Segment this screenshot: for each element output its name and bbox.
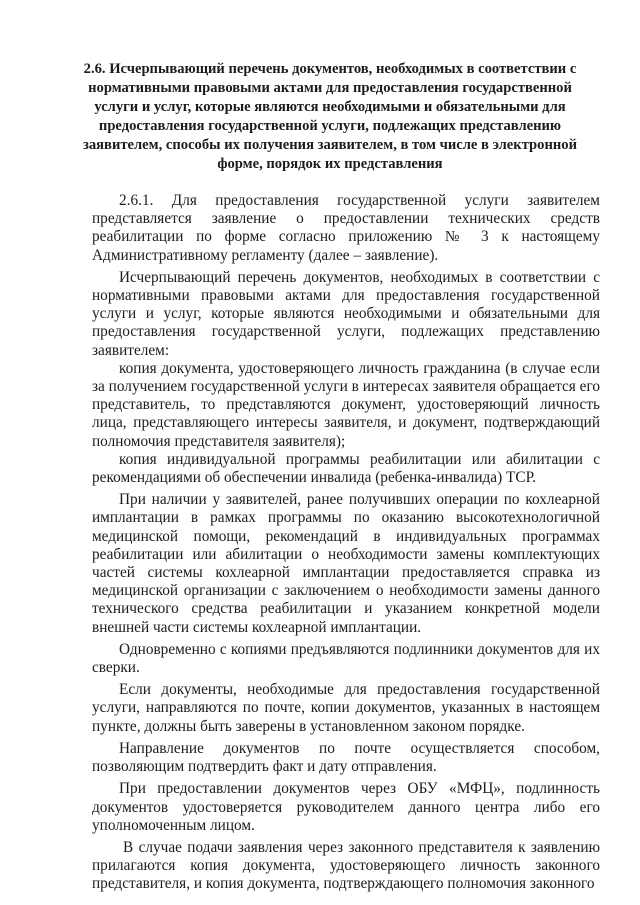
paragraph-2-6-1: 2.6.1. Для предоставления государственной услуги заявителем представляется заявление о предоставлении технических средств реабилитации по форме согласно приложению № 3 к настоящему Административному регламенту (далее – заявление). xyxy=(92,192,600,264)
paragraph-mail-direction: Направление документов по почте осуществляется способом, позволяющим подтвердить факт и дату отправления. xyxy=(92,739,600,776)
paragraph-rehabilitation-program: копия индивидуальной программы реабилитации или абилитации с рекомендациями об обеспечении инвалида (ребенка-инвалида) ТСР. xyxy=(92,450,600,487)
document-body xyxy=(92,192,600,898)
paragraph-legal-representative: В случае подачи заявления через законного представителя к заявлению прилагаются копия документа, удостоверяющего личность законного представителя, и копия документа, подтверждающего полномочия законного xyxy=(92,838,600,893)
paragraph-identity-document: копия документа, удостоверяющего личность гражданина (в случае если за получением государственной услуги в интересах заявителя обращается его представитель, то представляются документ, удостоверяющий личность лица, представляющего интересы заявителя, и документ, подтверждающий полномочия представителя заявителя); xyxy=(92,359,600,450)
section-heading: 2.6. Исчерпывающий перечень документов, необходимых в соответствии с нормативными правовыми актами для предоставления государственной услуги и услуг, которые являются необходимыми и обязательными для предоставления государственной услуги, подлежащих представлению заявителем, способы их получения заявителем, в том числе в электронной форме, порядок их представления xyxy=(83,61,577,172)
paragraph-originals: Одновременно с копиями предъявляются подлинники документов для их сверки. xyxy=(92,640,600,677)
paragraph-document-list-intro: Исчерпывающий перечень документов, необходимых в соответствии с нормативными правовыми актами для предоставления государственной услуги и услуг, которые являются необходимыми и обязательными для предоставления государственной услуги, подлежащих представлению заявителем: xyxy=(92,268,600,359)
paragraph-mfc: При предоставлении документов через ОБУ «МФЦ», подлинность документов удостоверяется руководителем данного центра либо его уполномоченным лицом. xyxy=(92,780,600,834)
paragraph-mail-copies: Если документы, необходимые для предоставления государственной услуги, направляются по почте, копии документов, указанных в настоящем пункте, должны быть заверены в установленном законом порядке. xyxy=(92,681,600,735)
paragraph-cochlear-implant: При наличии у заявителей, ранее получивших операции по кохлеарной имплантации в рамках программы по оказанию высокотехнологичной медицинской помощи, рекомендаций в индивидуальных программах реабилитации или абилитации о необходимости замены комплектующих частей системы кохлеарной имплантации предоставляется справка из медицинской организации с заключением о необходимости замены данного технического средства реабилитации и указанием конкретной модели внешней части системы кохлеарной имплантации. xyxy=(92,491,600,636)
